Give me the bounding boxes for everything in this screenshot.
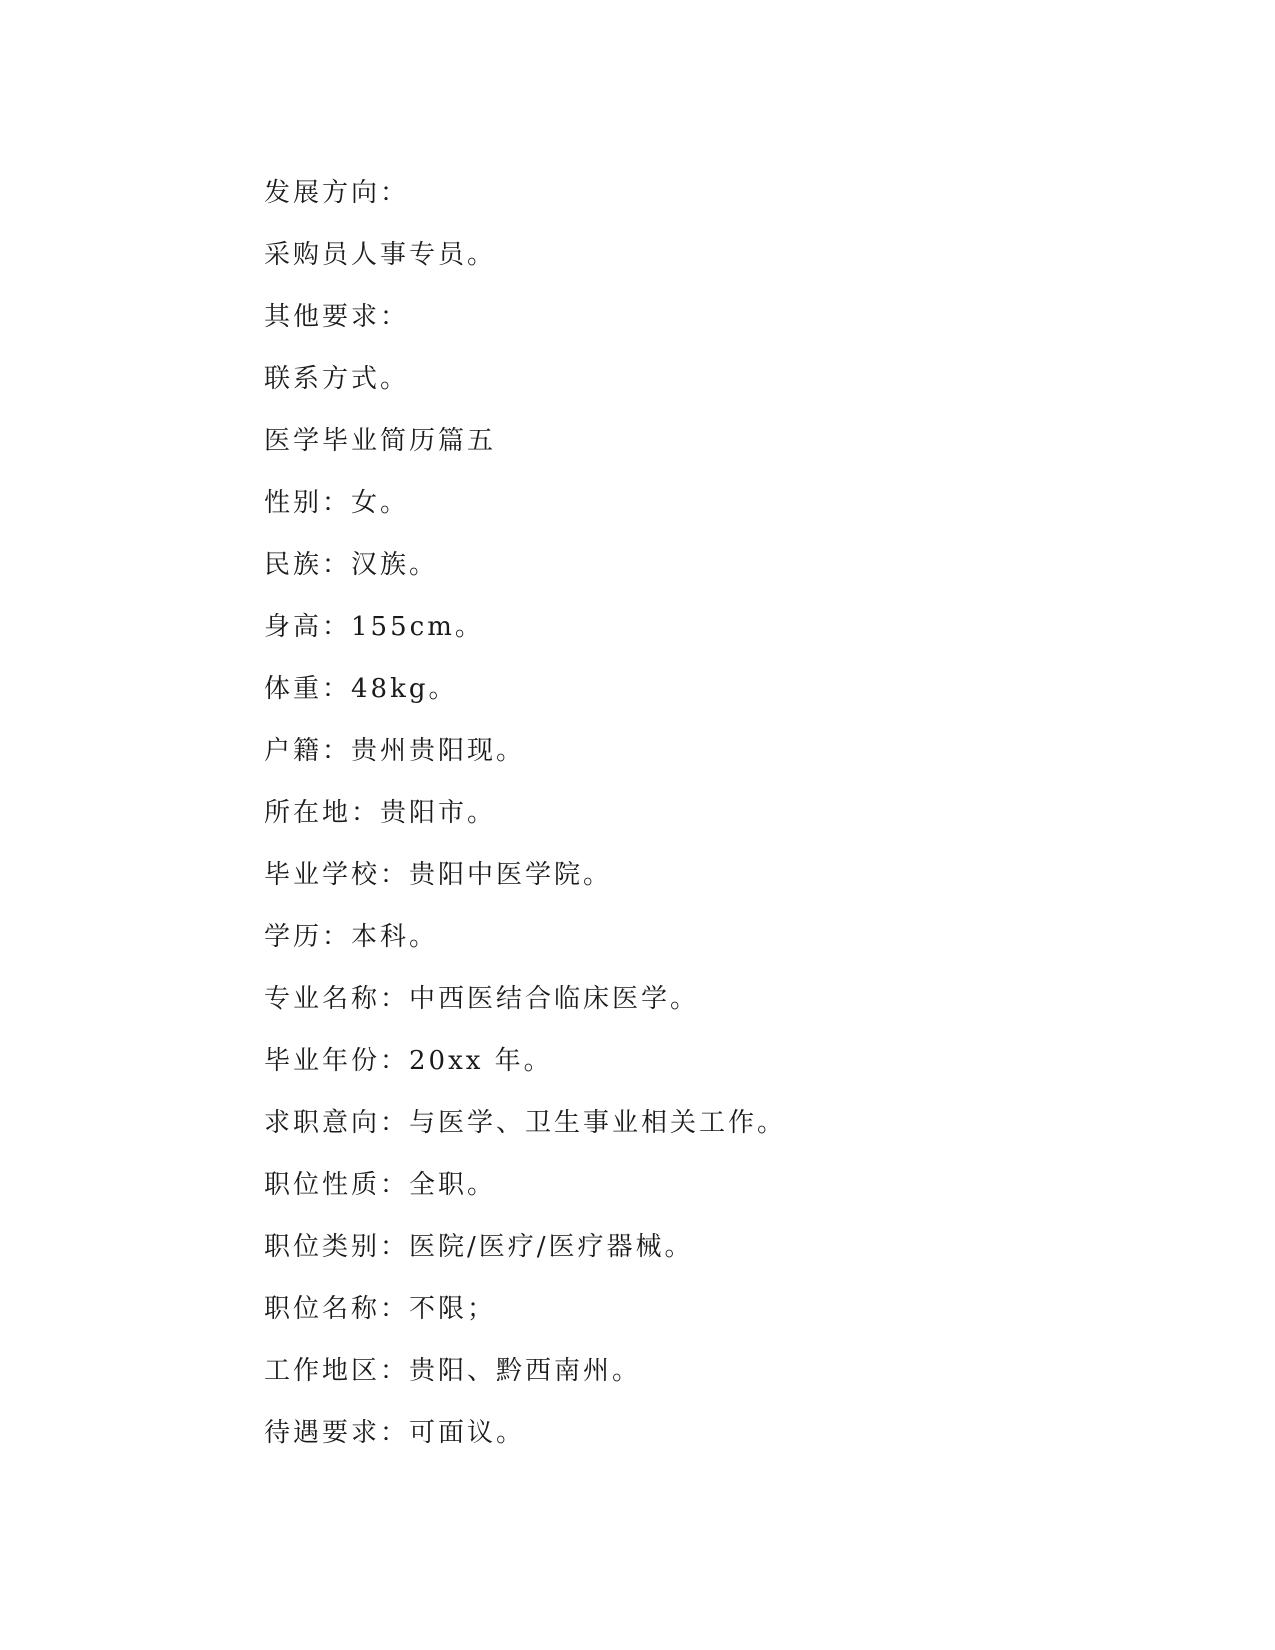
salary-requirement-line: 待遇要求：可面议。 [264,1418,526,1448]
weight-line: 体重：48kg。 [264,674,458,704]
section-heading: 医学毕业简历篇五 [264,426,497,456]
job-nature-line: 职位性质：全职。 [264,1170,497,1200]
job-category-line: 职位类别：医院/医疗/医疗器械。 [264,1232,694,1262]
development-direction-value: 采购员人事专员。 [264,240,497,270]
major-line: 专业名称：中西医结合临床医学。 [264,984,700,1014]
graduation-year-line: 毕业年份：20xx 年。 [264,1046,553,1076]
job-title-line: 职位名称：不限； [264,1294,497,1324]
ethnicity-line: 民族：汉族。 [264,550,439,580]
document-body [264,162,1164,1464]
development-direction-label: 发展方向： [264,178,410,208]
other-requirements-label: 其他要求： [264,302,410,332]
education-line: 学历：本科。 [264,922,439,952]
contact-method: 联系方式。 [264,364,410,394]
job-intention-line: 求职意向：与医学、卫生事业相关工作。 [264,1108,787,1138]
household-registration-line: 户籍：贵州贵阳现。 [264,736,526,766]
height-line: 身高：155cm。 [264,612,484,642]
work-area-line: 工作地区：贵阳、黔西南州。 [264,1356,642,1386]
graduate-school-line: 毕业学校：贵阳中医学院。 [264,860,613,890]
gender-line: 性别：女。 [264,488,410,518]
location-line: 所在地：贵阳市。 [264,798,497,828]
